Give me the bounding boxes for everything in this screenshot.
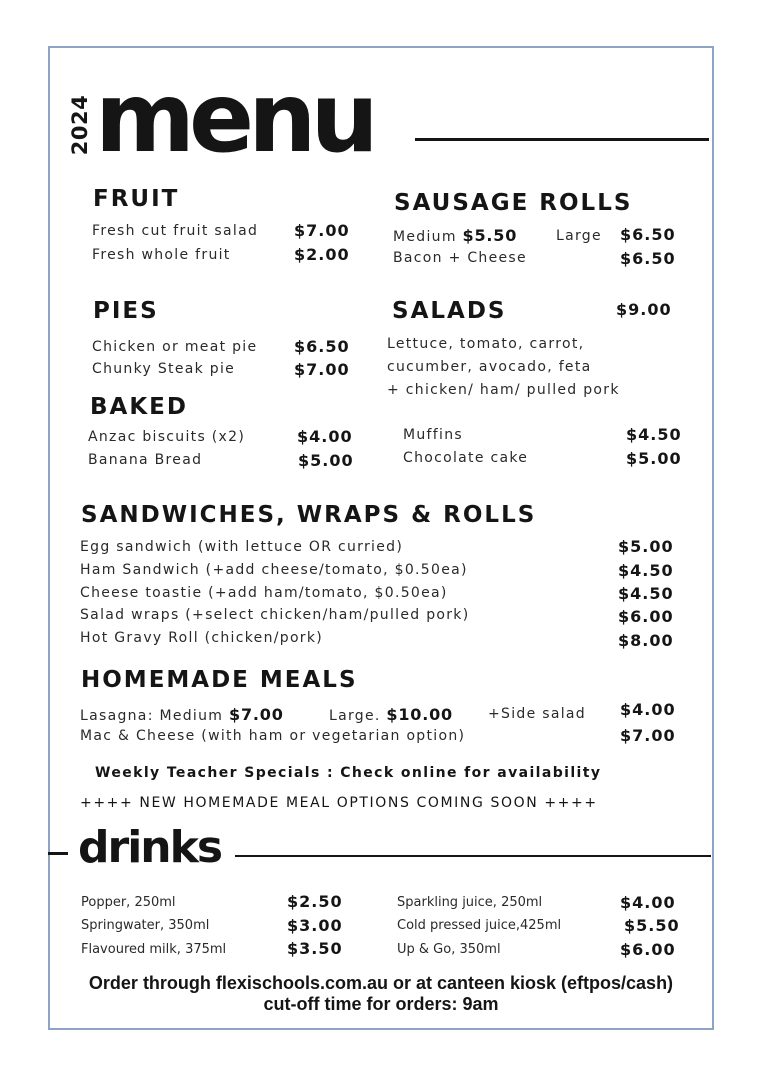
drink-item-name: Sparkling juice, 250ml — [397, 895, 543, 910]
pies-heading: PIES — [93, 298, 159, 324]
fruit-heading: FRUIT — [93, 186, 180, 212]
sandwich-item-price: $5.00 — [618, 537, 674, 556]
sandwiches-heading: SANDWICHES, WRAPS & ROLLS — [81, 502, 537, 528]
drink-item-price: $4.00 — [620, 893, 676, 912]
drinks-left-rule — [48, 852, 68, 855]
drink-item-name: Springwater, 350ml — [81, 918, 210, 933]
baked-item-price: $4.50 — [626, 425, 682, 444]
drink-item-name: Popper, 250ml — [81, 895, 176, 910]
lasagna-large-label: Large. — [329, 708, 381, 724]
salads-description: + chicken/ ham/ pulled pork — [387, 382, 620, 398]
sandwich-item-name: Salad wraps (+select chicken/ham/pulled pork) — [80, 607, 470, 623]
side-salad-label: +Side salad — [488, 706, 586, 722]
menu-title: menu — [95, 62, 373, 174]
fruit-item-name: Fresh cut fruit salad — [92, 223, 259, 239]
sandwich-item-name: Ham Sandwich (+add cheese/tomato, $0.50ea) — [80, 562, 468, 578]
header-rule — [415, 138, 709, 141]
fruit-item-name: Fresh whole fruit — [92, 247, 231, 263]
order-instructions: Order through flexischools.com.au or at canteen kiosk (eftpos/cash) — [88, 973, 674, 993]
homemade-meals-heading: HOMEMADE MEALS — [81, 667, 358, 693]
sandwich-item-name: Cheese toastie (+add ham/tomato, $0.50ea) — [80, 585, 448, 601]
drink-item-name: Cold pressed juice,425ml — [397, 918, 562, 933]
coming-soon-notice: ++++ NEW HOMEMADE MEAL OPTIONS COMING SOON ++++ — [80, 795, 598, 811]
bacon-cheese-label: Bacon + Cheese — [393, 250, 527, 266]
lasagna-medium — [80, 705, 284, 724]
baked-item-price: $5.00 — [298, 451, 354, 470]
pie-item-name: Chicken or meat pie — [92, 339, 258, 355]
salads-description: Lettuce, tomato, carrot, — [387, 336, 585, 352]
sausage-rolls-heading: SAUSAGE ROLLS — [394, 190, 633, 216]
drink-item-price: $3.50 — [287, 939, 343, 958]
cutoff-time: cut-off time for orders: 9am — [263, 994, 499, 1014]
drink-item-price: $2.50 — [287, 892, 343, 911]
sandwich-item-price: $4.50 — [618, 561, 674, 580]
fruit-item-price: $7.00 — [294, 221, 350, 240]
drink-item-price: $5.50 — [624, 916, 680, 935]
drink-item-name: Up & Go, 350ml — [397, 942, 501, 957]
lasagna-label: Lasagna: Medium — [80, 708, 224, 724]
sausage-roll-medium-label: Medium — [393, 229, 457, 245]
sandwich-item-price: $8.00 — [618, 631, 674, 650]
lasagna-large — [329, 705, 453, 724]
sausage-roll-large-label: Large — [556, 228, 602, 244]
baked-item-name: Muffins — [403, 427, 463, 443]
baked-item-name: Banana Bread — [88, 452, 203, 468]
salads-heading: SALADS — [392, 298, 507, 324]
drink-item-price: $3.00 — [287, 916, 343, 935]
salads-description: cucumber, avocado, feta — [387, 359, 592, 375]
sausage-roll-large-price: $6.50 — [620, 225, 676, 244]
bacon-cheese-price: $6.50 — [620, 249, 676, 268]
sandwich-item-price: $4.50 — [618, 584, 674, 603]
drinks-right-rule — [235, 855, 711, 857]
drink-item-name: Flavoured milk, 375ml — [81, 942, 227, 957]
sausage-roll-medium-price: $5.50 — [462, 226, 518, 245]
baked-item-name: Chocolate cake — [403, 450, 529, 466]
mac-cheese-label: Mac & Cheese (with ham or vegetarian option) — [80, 728, 466, 744]
teacher-specials-notice: Weekly Teacher Specials : Check online for availability — [95, 765, 602, 781]
year-label: 2024 — [68, 94, 92, 156]
baked-heading: BAKED — [90, 394, 188, 420]
sandwich-item-price: $6.00 — [618, 607, 674, 626]
pie-item-name: Chunky Steak pie — [92, 361, 236, 377]
pie-item-price: $6.50 — [294, 337, 350, 356]
fruit-item-price: $2.00 — [294, 245, 350, 264]
drink-item-price: $6.00 — [620, 940, 676, 959]
sandwich-item-name: Egg sandwich (with lettuce OR curried) — [80, 539, 404, 555]
baked-item-name: Anzac biscuits (x2) — [88, 429, 246, 445]
pie-item-price: $7.00 — [294, 360, 350, 379]
baked-item-price: $5.00 — [626, 449, 682, 468]
side-salad-price: $4.00 — [620, 700, 676, 719]
lasagna-medium-price: $7.00 — [229, 705, 284, 724]
drinks-title: drinks — [78, 822, 222, 873]
mac-cheese-price: $7.00 — [620, 726, 676, 745]
salads-price: $9.00 — [616, 300, 672, 319]
sausage-roll-medium — [393, 226, 517, 245]
baked-item-price: $4.00 — [297, 427, 353, 446]
lasagna-large-price: $10.00 — [386, 705, 453, 724]
sandwich-item-name: Hot Gravy Roll (chicken/pork) — [80, 630, 324, 646]
